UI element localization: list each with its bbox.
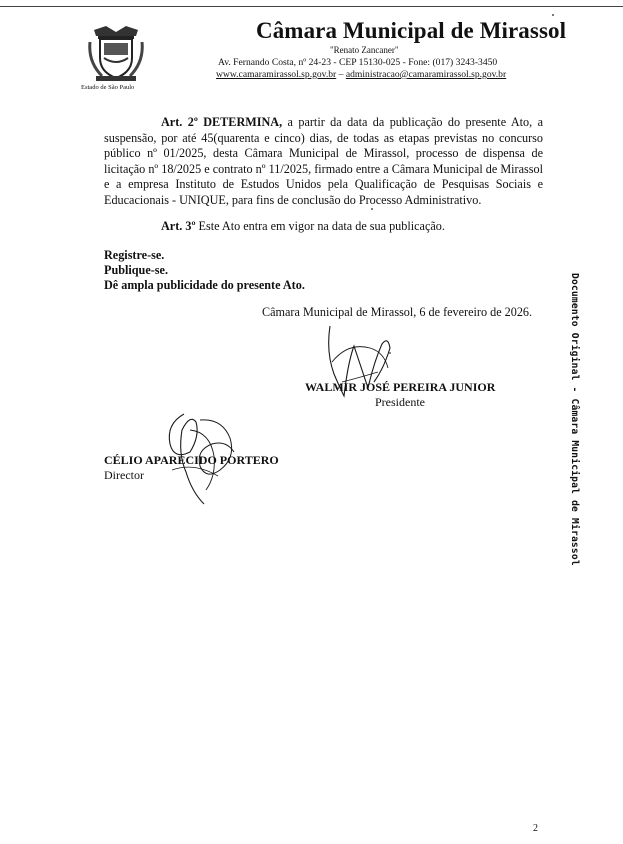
director-name: CÉLIO APARECIDO PORTERO [104, 453, 279, 467]
closing-line-register: Registre-se. [104, 248, 165, 262]
article-3-text: Este Ato entra em vigor na data de sua publicação. [195, 219, 445, 233]
article-2-paragraph [104, 115, 543, 208]
emblem-caption: Estado de São Paulo [81, 84, 135, 91]
municipal-coat-of-arms-icon [88, 22, 144, 82]
closing-lines [104, 248, 305, 293]
page-number: 2 [533, 823, 538, 834]
closing-line-publish: Publique-se. [104, 263, 168, 277]
institution-subtitle: "Renato Zancaner" [330, 45, 399, 55]
closing-line-publicity: Dê ampla publicidade do presente Ato. [104, 278, 305, 292]
side-authenticity-stamp: Documento Original - Câmara Municipal de Mirassol [569, 273, 580, 566]
scan-speck [389, 352, 391, 354]
director-role: Director [104, 468, 144, 482]
scan-speck [371, 208, 373, 210]
place-and-date: Câmara Municipal de Mirassol, 6 de fevereiro de 2026. [262, 305, 533, 319]
article-2-text: a partir da data da publicação do presente Ato, a suspensão, por até 45(quarenta e cinco) dias, de todas as etapas previstas no concurso público nº 01/2025, desta Câmara Municipal de Mirassol, processo de dispensa de licitação nº 18/2025 e contrato nº 11/2025, firmado entre a Câmara Municipal de Mirassol e a empresa Instituto de Estudos Unidos pela Qualificação de Pesquisas Sociais e Educacionais - UNIQUE, para fins de conclusão do Processo Administrativo. [104, 115, 543, 207]
institution-title: Câmara Municipal de Mirassol [256, 18, 567, 43]
article-2-label: Art. 2º DETERMINA, [161, 115, 283, 129]
article-3-paragraph [104, 219, 543, 235]
email-link[interactable]: administracao@camaramirassol.sp.gov.br [345, 69, 507, 80]
article-3-label: Art. 3º [161, 219, 196, 233]
institution-links [216, 69, 506, 80]
president-role: Presidente [375, 395, 425, 409]
scan-speck [552, 14, 554, 16]
president-name: WALMIR JOSÉ PEREIRA JUNIOR [305, 380, 496, 394]
link-separator: – [336, 69, 346, 80]
institution-address: Av. Fernando Costa, nº 24-23 - CEP 15130-025 - Fone: (017) 3243-3450 [218, 57, 498, 68]
top-border-line [0, 6, 623, 7]
website-link[interactable]: www.camaramirassol.sp.gov.br [216, 69, 337, 80]
